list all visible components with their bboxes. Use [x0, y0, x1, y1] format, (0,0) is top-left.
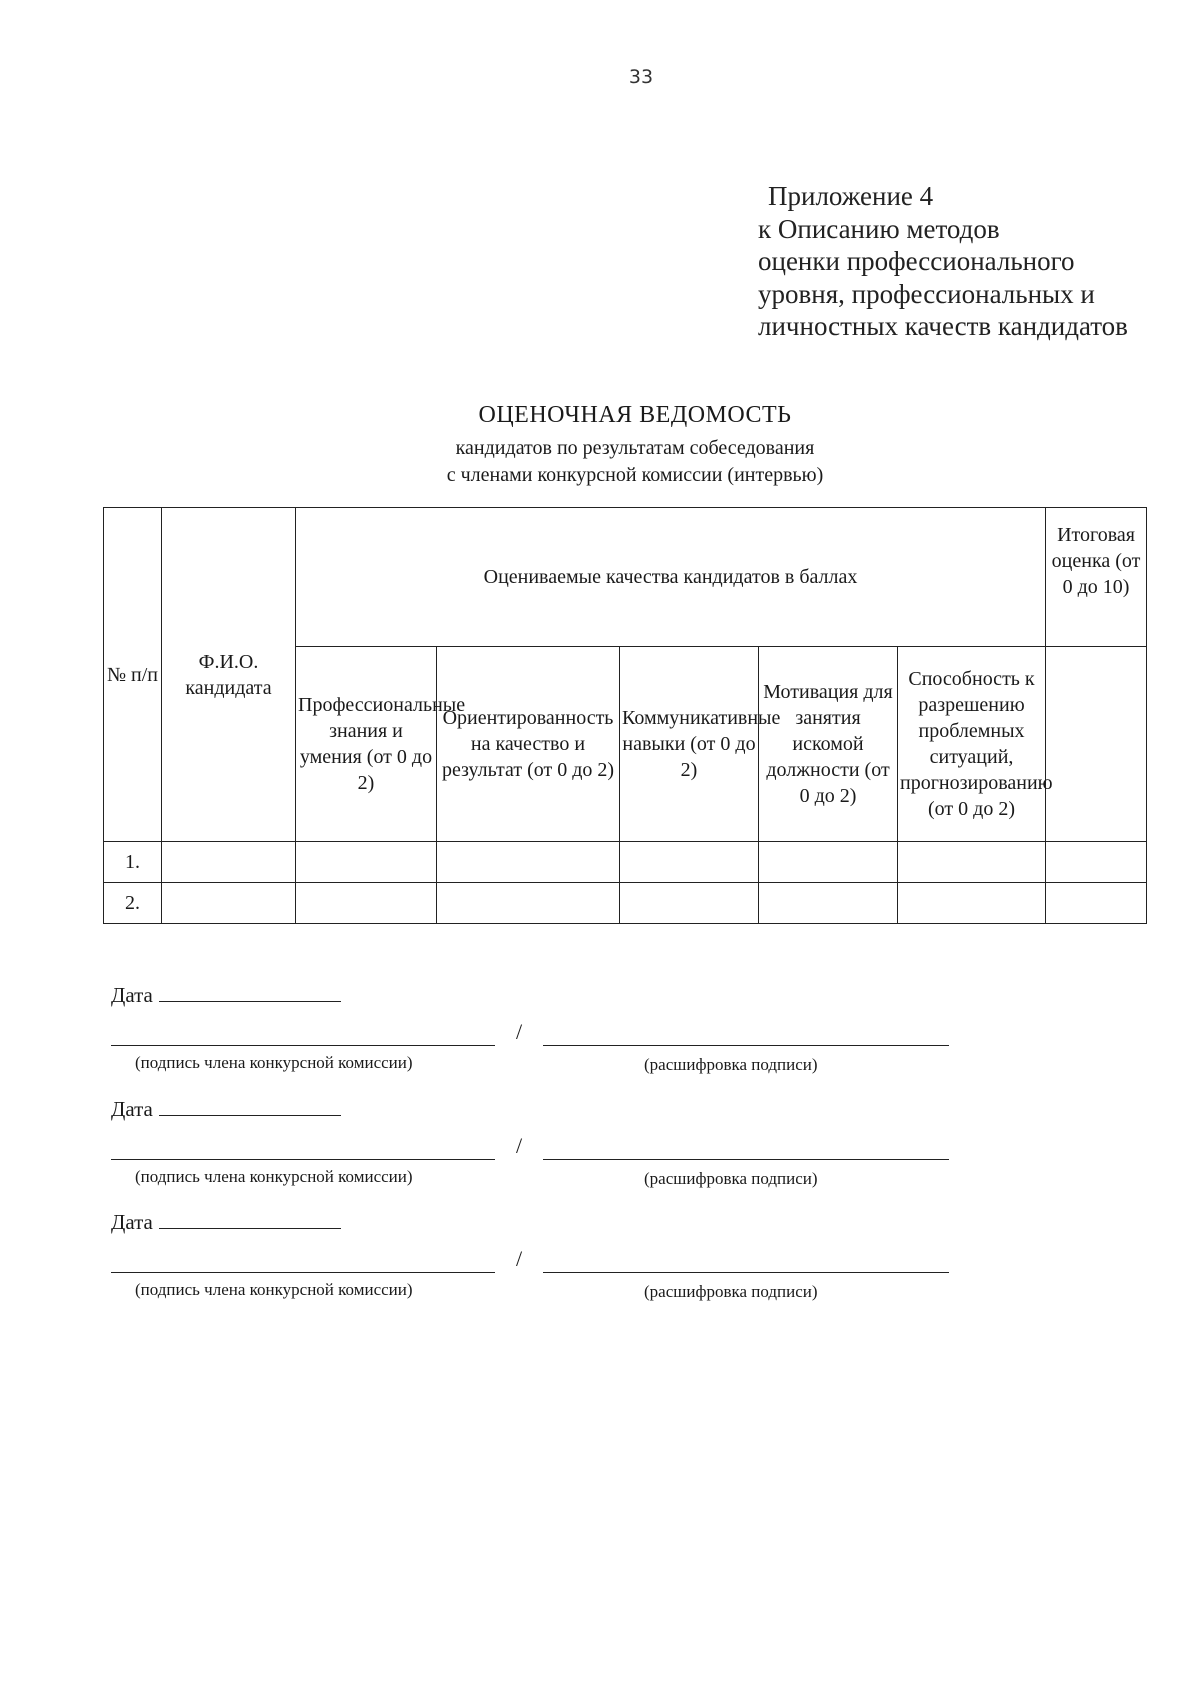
criterion-header: Способность к разрешению проблемных ситуаций, прогнозированию (от 0 до 2) — [898, 647, 1046, 842]
signature-caption: (подпись члена конкурсной комиссии) — [135, 1053, 413, 1072]
date-label: Дата — [111, 1097, 153, 1121]
appendix-line: Приложение 4 — [768, 181, 934, 211]
score-cell[interactable] — [898, 883, 1046, 924]
criterion-header: Ориентированность на качество и результат (от 0 до 2) — [437, 647, 620, 842]
separator-slash: / — [516, 1019, 523, 1044]
number-header: № п/п — [104, 508, 162, 842]
candidate-name-cell[interactable] — [162, 842, 296, 883]
signature-block — [111, 983, 961, 1075]
signature-captions — [111, 1051, 961, 1075]
signature-row — [111, 1238, 961, 1278]
appendix-line: личностных качеств кандидатов — [758, 311, 1128, 341]
criterion-header: Профессиональные знания и умения (от 0 до 2) — [296, 647, 437, 842]
signature-transcript-field[interactable] — [543, 1159, 949, 1160]
date-field[interactable] — [159, 1097, 341, 1116]
row-number: 1. — [104, 842, 162, 883]
date-field[interactable] — [159, 983, 341, 1002]
total-score-header: Итоговая оценка (от 0 до 10) — [1046, 508, 1147, 647]
score-cell[interactable] — [759, 883, 898, 924]
score-cell[interactable] — [437, 842, 620, 883]
score-cell[interactable] — [296, 883, 437, 924]
date-field[interactable] — [159, 1210, 341, 1229]
criterion-header: Мотивация для занятия искомой должности (от 0 до 2) — [759, 647, 898, 842]
transcript-caption: (расшифровка подписи) — [644, 1055, 818, 1074]
signature-block — [111, 1097, 961, 1189]
appendix-line: оценки профессионального — [758, 246, 1075, 276]
date-line — [111, 1210, 961, 1238]
page-number: 33 — [628, 66, 654, 88]
document-title: ОЦЕНОЧНАЯ ВЕДОМОСТЬ — [478, 402, 792, 428]
date-line — [111, 1097, 961, 1125]
appendix-line: к Описанию методов — [758, 213, 1000, 244]
document-subtitle: кандидатов по результатам собеседования — [455, 437, 815, 459]
score-cell[interactable] — [620, 883, 759, 924]
date-label: Дата — [111, 1210, 153, 1234]
score-cell[interactable] — [759, 842, 898, 883]
transcript-caption: (расшифровка подписи) — [644, 1282, 818, 1301]
signature-captions — [111, 1165, 961, 1189]
signature-field[interactable] — [111, 1272, 495, 1273]
signature-row — [111, 1011, 961, 1051]
qualities-header: Оцениваемые качества кандидатов в баллах — [296, 508, 1046, 647]
document-subtitle: с членами конкурсной комиссии (интервью) — [446, 464, 824, 486]
table-row — [104, 842, 1147, 883]
date-line — [111, 983, 961, 1011]
signature-field[interactable] — [111, 1045, 495, 1046]
signature-row — [111, 1125, 961, 1165]
total-score-cell[interactable] — [1046, 842, 1147, 883]
separator-slash: / — [516, 1246, 523, 1271]
signature-field[interactable] — [111, 1159, 495, 1160]
score-cell[interactable] — [898, 842, 1046, 883]
evaluation-table — [103, 507, 1147, 924]
date-label: Дата — [111, 983, 153, 1007]
candidate-name-cell[interactable] — [162, 883, 296, 924]
signature-captions — [111, 1278, 961, 1302]
row-number: 2. — [104, 883, 162, 924]
signature-transcript-field[interactable] — [543, 1045, 949, 1046]
separator-slash: / — [516, 1133, 523, 1158]
score-cell[interactable] — [437, 883, 620, 924]
score-cell[interactable] — [620, 842, 759, 883]
appendix-reference — [758, 180, 1128, 343]
score-cell[interactable] — [296, 842, 437, 883]
signature-block — [111, 1210, 961, 1302]
total-score-cell-header — [1046, 647, 1147, 842]
appendix-line: уровня, профессиональных и — [758, 278, 1095, 309]
signature-transcript-field[interactable] — [543, 1272, 949, 1273]
transcript-caption: (расшифровка подписи) — [644, 1169, 818, 1188]
candidate-name-header: Ф.И.О. кандидата — [162, 508, 296, 842]
signature-caption: (подпись члена конкурсной комиссии) — [135, 1280, 413, 1299]
table-row — [104, 883, 1147, 924]
criterion-header: Коммуникативные навыки (от 0 до 2) — [620, 647, 759, 842]
total-score-cell[interactable] — [1046, 883, 1147, 924]
signature-caption: (подпись члена конкурсной комиссии) — [135, 1167, 413, 1186]
